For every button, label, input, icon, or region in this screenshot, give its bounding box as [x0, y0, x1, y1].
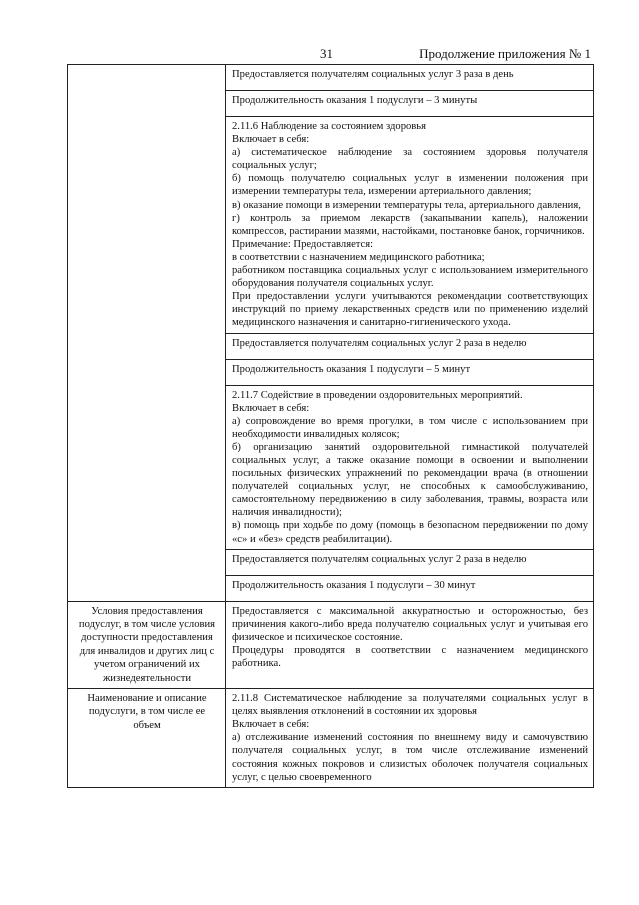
service-description-cell [226, 689, 594, 788]
paragraph: Включает в себя: [232, 134, 310, 146]
service-title: 2.11.7 Содействие в проведении оздоровительных мероприятий. [232, 389, 523, 401]
page-number: 31 [320, 46, 333, 61]
name-description-label-cell: Наименование и описание подуслуги, в том числе ее объем [68, 689, 226, 788]
services-table [67, 64, 594, 788]
conditions-cell [226, 601, 594, 688]
paragraph: а) сопровождение во время прогулки, в том числе с использованием при необходимости инвалидных колясок; [232, 415, 588, 440]
frequency-cell: Предоставляется получателям социальных услуг 2 раза в неделю [226, 549, 594, 575]
paragraph: б) организацию занятий оздоровительной гимнастикой получателей социальных услуг, а также оказание помощи в освоении и выполнении посильных физических упражнений по рекомендации врача (в отношении получателей социальных услуг, не способных к самообслуживанию, самостоятельному передвижению в силу заболевания, травмы, возраста или наличия инвалидности); [232, 441, 588, 519]
paragraph: Включает в себя: [232, 402, 310, 414]
frequency-cell: Предоставляется получателям социальных услуг 3 раза в день [226, 65, 594, 91]
frequency-cell: Предоставляется получателям социальных услуг 2 раза в неделю [226, 333, 594, 359]
paragraph: Примечание: Предоставляется: [232, 238, 374, 250]
paragraph: Предоставляется с максимальной аккуратностью и осторожностью, без причинения какого-либо вреда получателю социальных услуг и учитывая его физическое и психическое состояние. [232, 605, 588, 643]
service-description-cell [226, 385, 594, 549]
paragraph: Процедуры проводятся в соответствии с назначением медицинского работника. [232, 644, 588, 669]
conditions-label-cell: Условия предоставления подуслуг, в том числе условия доступности предоставления для инвалидов и других лиц с учетом ограничений их жизнедеятельности [68, 601, 226, 688]
paragraph: в) помощь при ходьбе по дому (помощь в безопасном передвижении по дому «с» и «без» средств реабилитации). [232, 520, 588, 545]
service-description-cell [226, 117, 594, 334]
paragraph: а) отслеживание изменений состояния по внешнему виду и самочувствию получателя социальных услуг, в том числе отслеживание изменений состояния кожных покровов и слизистых оболочек получателя социальных услуг, с целью своевременного [232, 732, 588, 783]
service-title: 2.11.6 Наблюдение за состоянием здоровья [232, 121, 426, 132]
paragraph: Включает в себя: [232, 719, 310, 731]
duration-cell: Продолжительность оказания 1 подуслуги – 5 минут [226, 359, 594, 385]
table-row [68, 601, 594, 688]
paragraph: в соответствии с назначением медицинского работника; [232, 251, 485, 263]
paragraph: а) систематическое наблюдение за состоянием здоровья получателя социальных услуг; [232, 147, 588, 172]
service-title: 2.11.8 Систематическое наблюдение за получателями социальных услуг в целях выявления отклонений в состоянии их здоровья [232, 693, 588, 718]
page-header [0, 46, 639, 64]
paragraph: При предоставлении услуги учитываются рекомендации соответствующих инструкций по приему лекарственных средств или по применению изделий медицинского назначения и санитарно-гигиенического ухода. [232, 291, 588, 329]
table-row [68, 65, 594, 91]
table-row [68, 689, 594, 788]
paragraph: г) контроль за приемом лекарств (закапывании капель), наложении компрессов, растирании мазями, настойками, постановке банок, горчичников. [232, 212, 588, 237]
paragraph: в) оказание помощи в измерении температуры тела, артериального давления, [232, 199, 581, 211]
paragraph: б) помощь получателю социальных услуг в изменении положения при измерении температуры тела, измерении артериального давления; [232, 173, 588, 198]
continuation-label: Продолжение приложения № 1 [419, 46, 591, 61]
left-cell-empty [68, 65, 226, 602]
duration-cell: Продолжительность оказания 1 подуслуги – 3 минуты [226, 91, 594, 117]
paragraph: работником поставщика социальных услуг с использованием измерительного оборудования получателя социальных услуг. [232, 265, 588, 290]
duration-cell: Продолжительность оказания 1 подуслуги – 30 минут [226, 575, 594, 601]
